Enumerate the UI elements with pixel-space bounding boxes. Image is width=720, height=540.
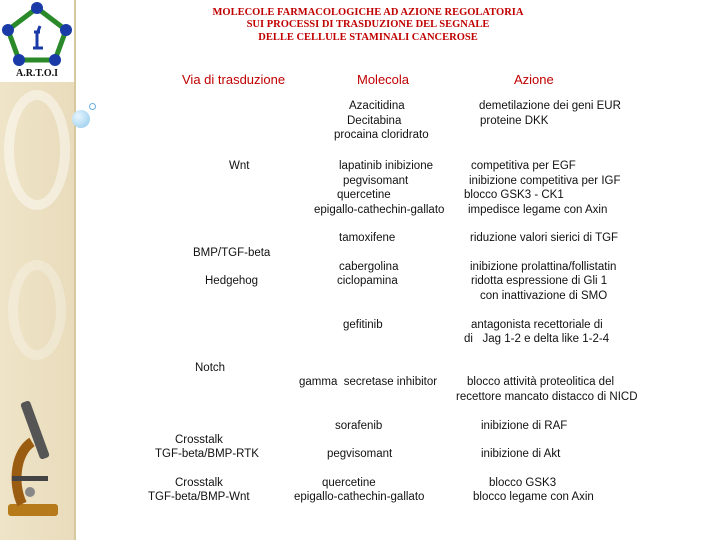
action-label: inibizione di RAF (481, 420, 568, 432)
header-pathway: Via di trasduzione (182, 72, 286, 87)
title-line: DELLE CELLULE STAMINALI CANCEROSE (258, 32, 478, 43)
molecule-label: gamma secretase inhibitor (299, 376, 438, 388)
molecule-label: quercetine (322, 477, 376, 489)
molecule-label: Decitabina (347, 115, 402, 127)
pathway-label: BMP/TGF-beta (193, 247, 271, 259)
action-label: blocco GSK3 (489, 477, 557, 489)
header-molecule: Molecola (357, 72, 410, 87)
action-label: competitiva per EGF (471, 160, 576, 172)
action-label: riduzione valori sierici di TGF (470, 232, 619, 244)
action-label: blocco legame con Axin (473, 491, 594, 503)
decorative-arc (4, 90, 70, 210)
action-label: inibizione competitiva per IGF (469, 175, 621, 187)
pathway-label: TGF-beta/BMP-Wnt (148, 491, 250, 503)
microscope-icon (2, 392, 64, 520)
pathway-label: Wnt (229, 160, 250, 172)
molecule-label: pegvisomant (343, 175, 409, 187)
molecule-label: procaina cloridrato (334, 129, 429, 141)
molecule-label: pegvisomant (327, 448, 393, 460)
molecule-label: epigallo-cathechin-gallato (314, 204, 445, 216)
title-line: SUI PROCESSI DI TRASDUZIONE DEL SEGNALE (246, 19, 490, 30)
pathway-label: Notch (195, 362, 226, 374)
pathway-label: Crosstalk (175, 477, 223, 489)
action-label: demetilazione dei geni EUR (479, 100, 621, 112)
artoi-logo (0, 0, 74, 82)
bubble-decoration (89, 103, 96, 110)
action-label: blocco attività proteolitica del (467, 376, 615, 388)
bubble-decoration (72, 110, 90, 128)
logo-emblem-icon (0, 0, 74, 68)
pathway-label: TGF-beta/BMP-RTK (155, 448, 259, 460)
action-label: recettore mancato distacco di NICD (456, 391, 638, 403)
action-label: antagonista recettoriale di (471, 319, 603, 331)
molecule-label: epigallo-cathechin-gallato (294, 491, 425, 503)
molecule-label: ciclopamina (337, 275, 398, 287)
logo-text: A.R.T.O.I (15, 68, 59, 79)
decorative-arc (8, 260, 66, 360)
molecule-label: lapatinib inibizione (339, 160, 433, 172)
action-label: blocco GSK3 - CK1 (464, 189, 564, 201)
action-label: di Jag 1-2 e delta like 1-2-4 (464, 333, 610, 345)
pathway-label: Crosstalk (175, 434, 223, 446)
action-label: con inattivazione di SMO (480, 290, 608, 302)
sidebar-divider (74, 0, 76, 540)
molecule-label: gefitinib (343, 319, 383, 331)
title-line: MOLECOLE FARMACOLOGICHE AD AZIONE REGOLATORIA (212, 7, 524, 18)
molecule-label: cabergolina (339, 261, 399, 273)
action-label: ridotta espressione di Gli 1 (471, 275, 608, 287)
header-action: Azione (514, 72, 554, 87)
action-label: inibizione prolattina/follistatin (470, 261, 617, 273)
molecule-label: sorafenib (335, 420, 383, 432)
action-label: inibizione di Akt (481, 448, 561, 460)
molecule-label: tamoxifene (339, 232, 396, 244)
action-label: impedisce legame con Axin (468, 204, 608, 216)
molecule-label: Azacitidina (349, 100, 405, 112)
action-label: proteine DKK (480, 115, 549, 127)
pathway-label: Hedgehog (205, 275, 259, 287)
molecule-label: quercetine (337, 189, 391, 201)
